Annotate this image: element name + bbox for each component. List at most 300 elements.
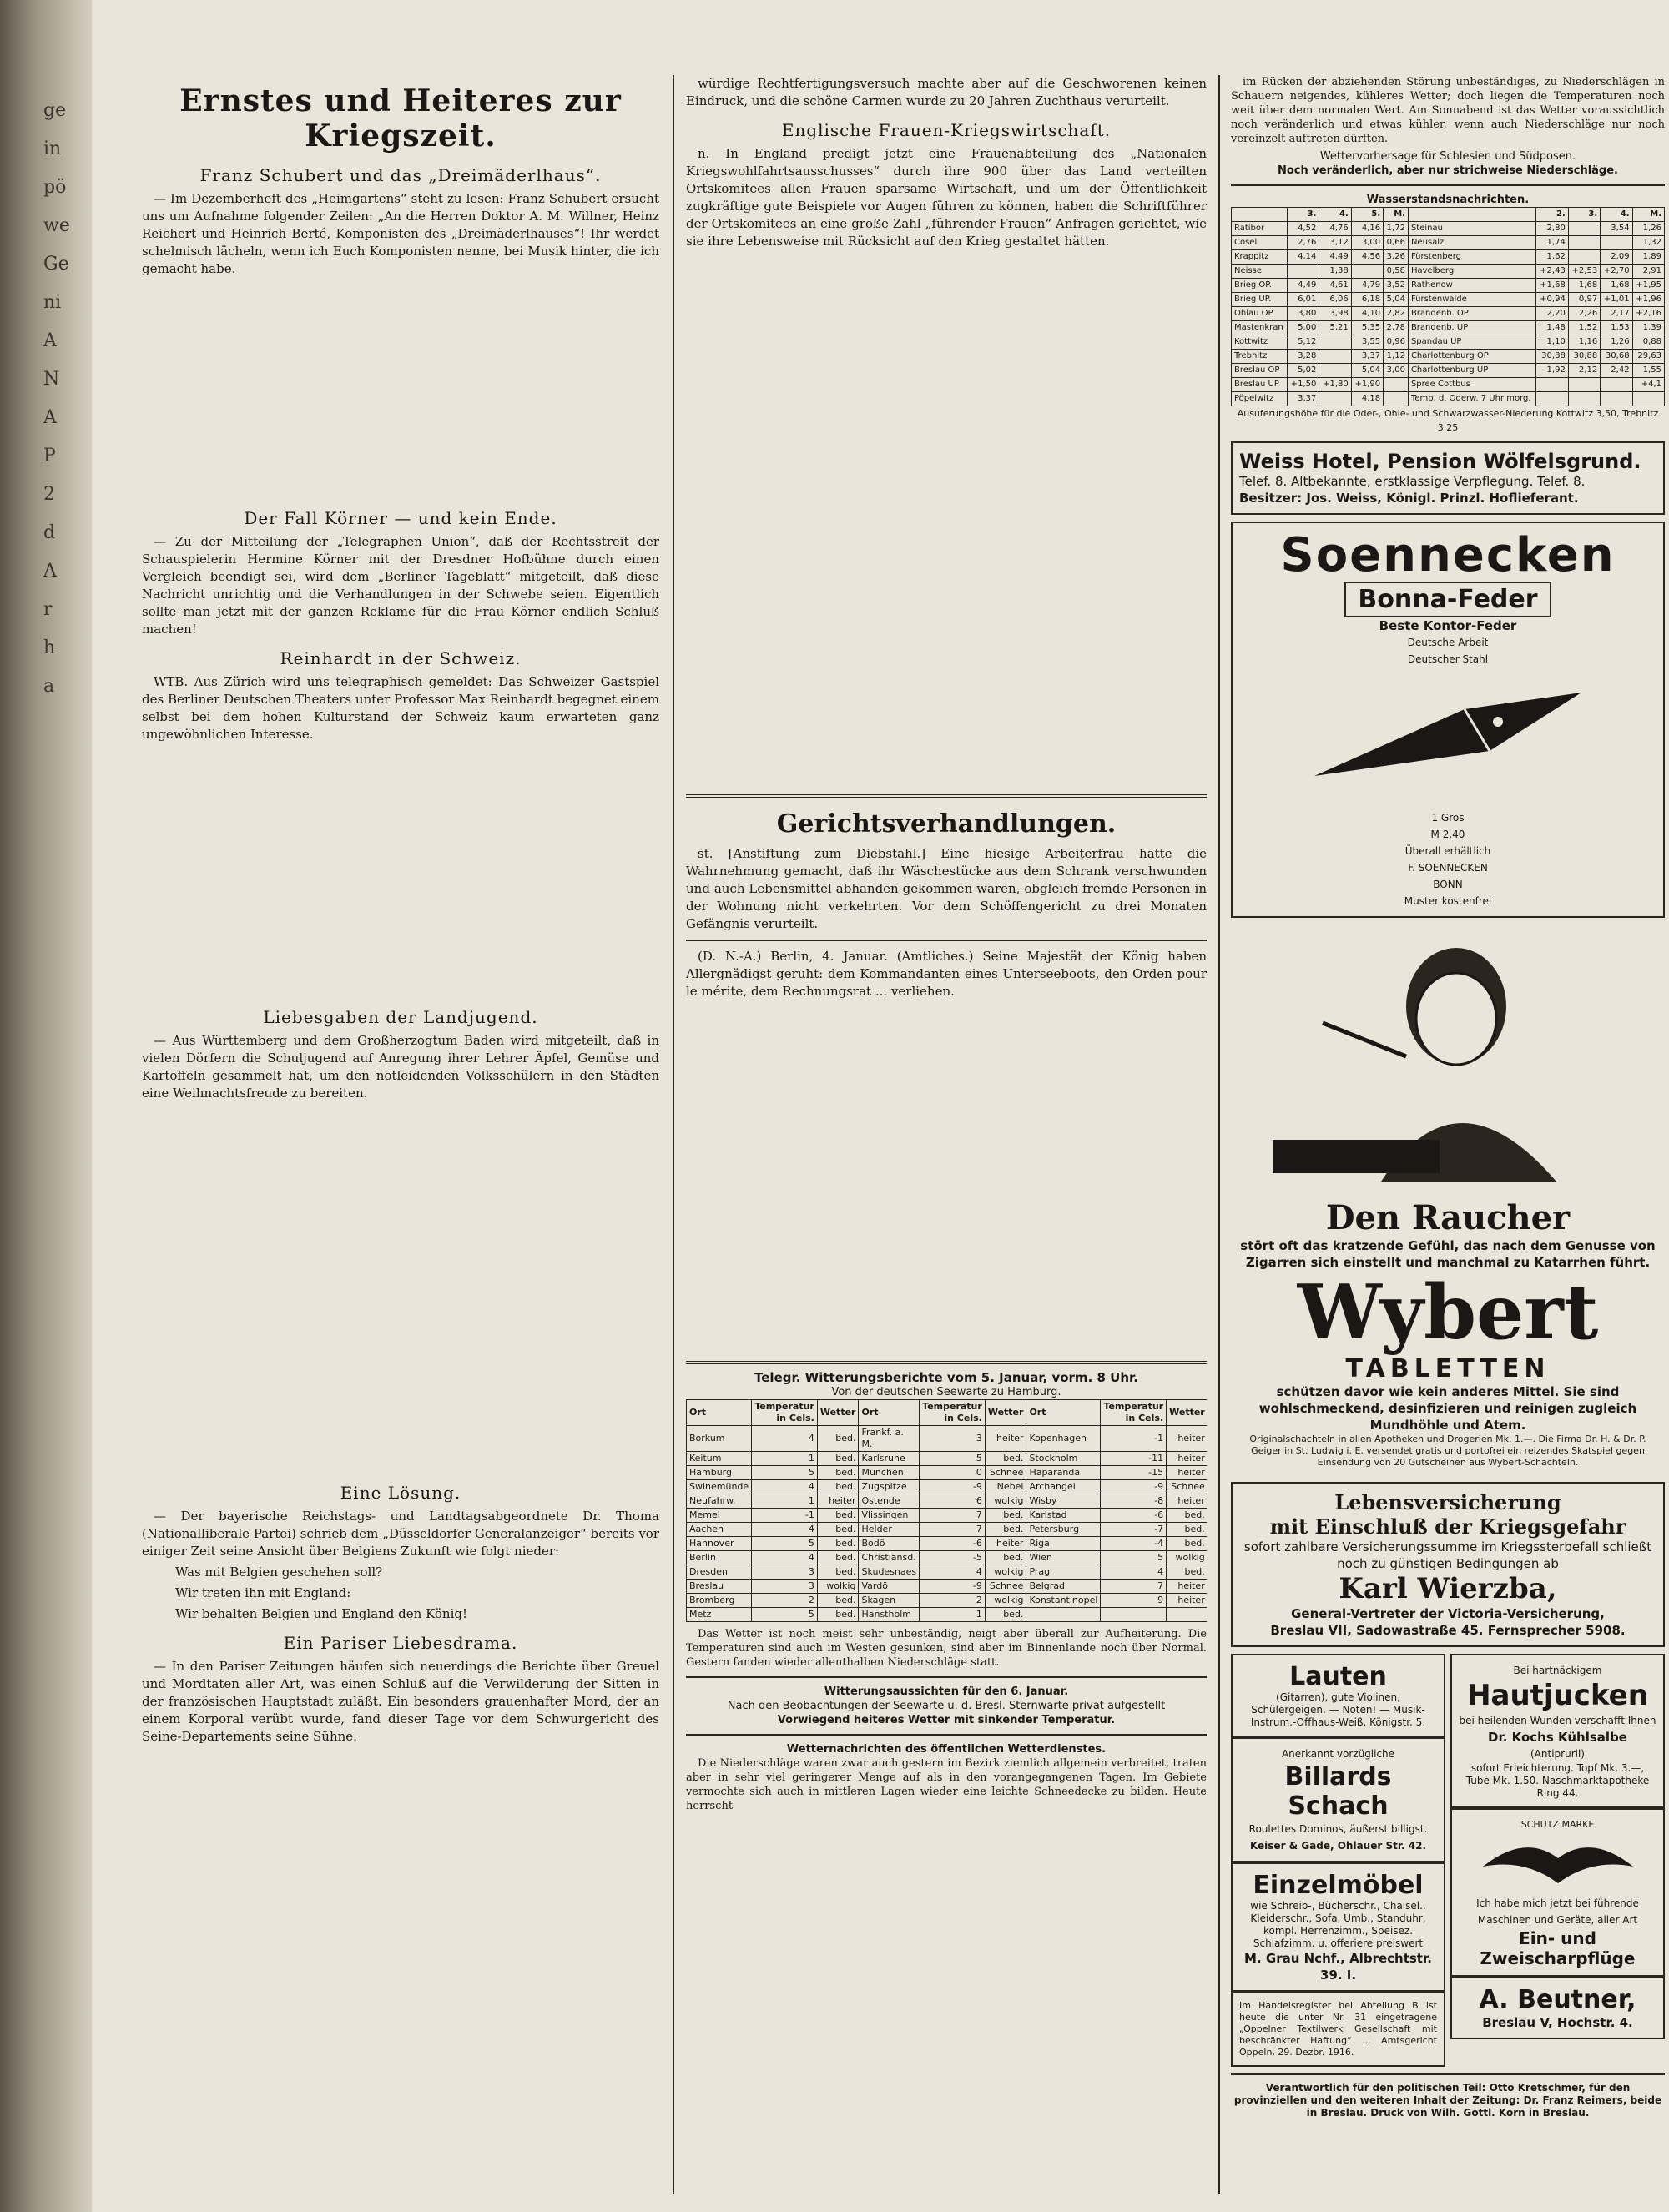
headline: Franz Schubert und das „Dreimäderlhaus“.: [199, 165, 602, 185]
table-cell: Schnee: [985, 1580, 1026, 1594]
table-cell: Konstantinopel: [1026, 1594, 1101, 1608]
table-cell: 6,01: [1288, 293, 1319, 307]
weather-table: Ort Temperatur in Cels. Wetter Ort Temperatur in Cels. Wetter Ort Temperatur in Cels. Wetter Borkum 4 bed. Frankf. a. M. 3 heiter Kopenhagen -1 heiter Keitum 1 bed. Karlsruhe 5 bed. Stockholm -11 heiter Hamburg 5 bed. München 0 Schnee Haparanda -15 heiter Swinemünde 4 bed. Zugspitze -9 Nebel Archangel -9 Schnee Neufahrw. 1 heiter Ostende 6 wolkig Wisby -8 heiter Memel -1 bed. Vlissingen 7 bed. Karlstad -6 bed. Aachen 4 bed. Helder 7 bed. Petersburg -7 bed. Hannover 5 bed. Bodö -6 heiter Riga -4 bed. Berlin 4 bed. Christiansd. -5 bed. Wien 5 wolkig Dresden 3 bed. Skudesnaes 4 wolkig Prag 4 bed. Breslau 3 wolkig Vardö -9 Schnee Belgrad 7 heiter Bromberg 2 bed. Skagen 2 wolkig Konstantinopel 9 heiter Metz 5 bed. Hanstholm 1 bed.: [686, 1399, 1207, 1622]
table-cell: 5,35: [1351, 321, 1383, 335]
table-cell: Temp. d. Oderw. 7 Uhr morg.: [1408, 392, 1536, 406]
table-row: [687, 1594, 1208, 1608]
table-cell: [1601, 392, 1632, 406]
table-cell: 3,00: [1384, 364, 1409, 378]
table-cell: -6: [1101, 1509, 1167, 1523]
table-cell: [1384, 392, 1409, 406]
table-cell: Stockholm: [1026, 1452, 1101, 1466]
table-row: [1232, 392, 1665, 406]
divider: [686, 1361, 1207, 1364]
table-cell: Fürstenwalde: [1408, 293, 1536, 307]
table-cell: 2,26: [1568, 307, 1600, 321]
headline: Liebesgaben der Landjugend.: [263, 1007, 538, 1027]
table-cell: [1568, 250, 1600, 265]
table-cell: bed.: [985, 1551, 1026, 1565]
table-cell: bed.: [1167, 1523, 1207, 1537]
ad-lebensversicherung: Lebensversicherung mit Einschluß der Kriegsgefahr sofort zahlbare Versicherungssumme im Kriegssterbefall schließt noch zu günstigen Bedingungen ab Karl Wierzba, General-Vertreter der Victoria-Versicherung, Breslau VII, Sadowastraße 45. Fernsprecher 5908.: [1231, 1482, 1665, 1647]
table-cell: 1,39: [1632, 321, 1664, 335]
table-cell: [1319, 392, 1351, 406]
weather-subtitle: Von der deutschen Seewarte zu Hamburg.: [831, 1386, 1061, 1398]
table-row: [1232, 293, 1665, 307]
table-cell: [1384, 378, 1409, 392]
table-cell: 7: [1101, 1580, 1167, 1594]
table-cell: 4,79: [1351, 279, 1383, 293]
table-cell: heiter: [1167, 1580, 1207, 1594]
table-cell: [1568, 222, 1600, 236]
table-cell: 1,48: [1536, 321, 1568, 335]
table-row: [687, 1466, 1208, 1480]
table-cell: Ohlau OP.: [1232, 307, 1288, 321]
table-cell: [1351, 265, 1383, 279]
table-cell: -9: [920, 1480, 986, 1494]
table-cell: 4,76: [1319, 222, 1351, 236]
table-cell: Mastenkran: [1232, 321, 1288, 335]
ad-billards: Anerkannt vorzügliche Billards Schach Roulettes Dominos, äußerst billigst. Keiser & Gade, Ohlauer Str. 42.: [1231, 1737, 1445, 1862]
ad-soennecken: Soennecken Bonna-Feder Beste Kontor-Feder Deutsche Arbeit Deutscher Stahl 1 Gros M 2.40 Überall erhältlich F. SOENNECKEN BONN Muster kostenfrei: [1231, 522, 1665, 918]
table-cell: heiter: [1167, 1426, 1207, 1452]
divider: [686, 1676, 1207, 1678]
table-row: [1232, 321, 1665, 335]
table-cell: -1: [752, 1509, 818, 1523]
table-cell: bed.: [817, 1551, 859, 1565]
table-cell: 5: [752, 1466, 818, 1480]
table-cell: 4,18: [1351, 392, 1383, 406]
table-row: [687, 1580, 1208, 1594]
table-cell: 4,10: [1351, 307, 1383, 321]
headline: Gerichtsverhandlungen.: [776, 809, 1117, 839]
table-cell: Petersburg: [1026, 1523, 1101, 1537]
table-cell: heiter: [1167, 1594, 1207, 1608]
table-cell: -1: [1101, 1426, 1167, 1452]
table-cell: 3,98: [1319, 307, 1351, 321]
table-cell: 0,96: [1384, 335, 1409, 350]
table-cell: 3,28: [1288, 350, 1319, 364]
table-cell: 7: [920, 1509, 986, 1523]
ad-weiss-hotel: Weiss Hotel, Pension Wölfelsgrund. Telef. 8. Altbekannte, erstklassige Verpflegung. Telef. 8. Besitzer: Jos. Weiss, Königl. Prinzl. Hoflieferant.: [1231, 441, 1665, 515]
article-text: — Im Dezemberheft des „Heimgartens“ steht zu lesen: Franz Schubert ersucht uns um Aufnahme folgender Zeilen: „An die Herren Doktor A. M. Willner, Heinz Reichert und Heinrich Berté, Komponisten des „Dreimäderlhauses“! Ihr werdet schelmisch lächeln, wenn ich Euch Komponisten nenne, bei Musik hinter, die ich gemacht habe.: [142, 191, 659, 276]
table-cell: Brandenb. UP: [1408, 321, 1536, 335]
section-title: Ernstes und Heiteres zur Kriegszeit.: [179, 83, 622, 154]
table-row: [1232, 236, 1665, 250]
table-cell: 3,00: [1351, 236, 1383, 250]
table-cell: [1319, 335, 1351, 350]
table-cell: bed.: [817, 1509, 859, 1523]
table-cell: 3,12: [1319, 236, 1351, 250]
divider: [1231, 2073, 1665, 2075]
article-text-continued: [142, 281, 659, 498]
ad-pflug: SCHUTZ MARKE Ich habe mich jetzt bei führende Maschinen und Geräte, aller Art Ein- und Zweischarpflüge: [1450, 1808, 1665, 1977]
table-cell: 4,61: [1319, 279, 1351, 293]
table-cell: 3: [920, 1426, 986, 1452]
article-text: st. [Anstiftung zum Diebstahl.] Eine hiesige Arbeiterfrau hatte die Wahrnehmung gemacht, daß ihr Wäschestücke aus dem Schrank verschwunden und auch Lebensmittel abhanden gekommen waren, obgleich fremde Personen in der Wohnung nicht verkehrten. Vor dem Schöffengericht zu drei Monaten Gefängnis verurteilt.: [686, 846, 1207, 931]
table-cell: Pöpelwitz: [1232, 392, 1288, 406]
table-row: [687, 1426, 1208, 1452]
table-cell: bed.: [817, 1426, 859, 1452]
table-cell: 6: [920, 1494, 986, 1509]
table-cell: +1,50: [1288, 378, 1319, 392]
table-cell: 4: [1101, 1565, 1167, 1580]
quote-line: Was mit Belgien geschehen soll?: [175, 1565, 383, 1580]
water-level-title: Wasserstandsnachrichten.: [1366, 194, 1530, 206]
table-cell: heiter: [1167, 1466, 1207, 1480]
table-cell: [1319, 350, 1351, 364]
table-cell: Trebnitz: [1232, 350, 1288, 364]
table-cell: 2,42: [1601, 364, 1632, 378]
table-cell: 2,91: [1632, 265, 1664, 279]
table-cell: Nebel: [985, 1480, 1026, 1494]
table-cell: 1,72: [1384, 222, 1409, 236]
table-cell: 0,88: [1632, 335, 1664, 350]
table-cell: Charlottenburg UP: [1408, 364, 1536, 378]
table-cell: [1601, 236, 1632, 250]
table-cell: 5,04: [1384, 293, 1409, 307]
table-cell: 1,26: [1632, 222, 1664, 236]
table-row: [687, 1480, 1208, 1494]
table-cell: [1536, 378, 1568, 392]
table-cell: 5,12: [1288, 335, 1319, 350]
table-cell: 1: [752, 1452, 818, 1466]
ad-handelsregister: Im Handelsregister bei Abteilung B ist heute die unter Nr. 31 eingetragene „Oppelner Textilwerk Gesellschaft mit beschränkter Haftung“ ... Amtsgericht Oppeln, 29. Dezbr. 1916.: [1231, 1992, 1445, 2067]
quote-line: Wir treten ihn mit England:: [175, 1585, 351, 1600]
headline: Eine Lösung.: [340, 1483, 461, 1503]
table-cell: 3: [752, 1580, 818, 1594]
table-cell: bed.: [1167, 1565, 1207, 1580]
table-cell: 2,09: [1601, 250, 1632, 265]
table-cell: Keitum: [687, 1452, 752, 1466]
book-spine: [0, 0, 92, 2212]
table-cell: Christiansd.: [859, 1551, 920, 1565]
table-row: [687, 1608, 1208, 1622]
table-cell: 1,55: [1632, 364, 1664, 378]
table-cell: 5: [920, 1452, 986, 1466]
table-cell: 6,06: [1319, 293, 1351, 307]
weather-title: Telegr. Witterungsberichte vom 5. Januar, vorm. 8 Uhr.: [754, 1370, 1138, 1385]
table-cell: 3,80: [1288, 307, 1319, 321]
table-cell: 9: [1101, 1594, 1167, 1608]
table-cell: [1568, 392, 1600, 406]
table-cell: 1,16: [1568, 335, 1600, 350]
table-cell: [1568, 378, 1600, 392]
article-text-continued: [142, 1106, 659, 1473]
table-cell: -11: [1101, 1452, 1167, 1466]
table-cell: 4: [752, 1551, 818, 1565]
table-cell: 4,16: [1351, 222, 1383, 236]
table-row: [1232, 378, 1665, 392]
table-cell: +1,80: [1319, 378, 1351, 392]
table-cell: Memel: [687, 1509, 752, 1523]
article-text: WTB. Aus Zürich wird uns telegraphisch gemeldet: Das Schweizer Gastspiel des Berliner Deutschen Theaters unter Professor Max Reinhardt begegnet einem selbst bei dem hohen Kulturstand der Schweiz kaum erwarteten ganz ungewöhnlichen Interesse.: [142, 674, 659, 742]
table-row: [687, 1452, 1208, 1466]
table-cell: 2,20: [1536, 307, 1568, 321]
ad-hautjucken: Bei hartnäckigem Hautjucken bei heilenden Wunden verschafft Ihnen Dr. Kochs Kühlsalbe (Antipruril) sofort Erleichterung. Topf Mk. 3.—, Tube Mk. 1.50. Naschmarktapotheke Ring 44.: [1450, 1654, 1665, 1808]
table-cell: bed.: [1167, 1537, 1207, 1551]
table-cell: 4: [752, 1426, 818, 1452]
table-cell: 2: [752, 1594, 818, 1608]
table-cell: Vlissingen: [859, 1509, 920, 1523]
table-cell: 7: [920, 1523, 986, 1537]
table-cell: 30,88: [1568, 350, 1600, 364]
table-cell: bed.: [817, 1523, 859, 1537]
table-cell: -9: [920, 1580, 986, 1594]
ad-beutner: A. Beutner, Breslau V, Hochstr. 4.: [1450, 1977, 1665, 2039]
table-cell: Charlottenburg OP: [1408, 350, 1536, 364]
table-row: [687, 1494, 1208, 1509]
table-cell: bed.: [985, 1523, 1026, 1537]
table-cell: Ostende: [859, 1494, 920, 1509]
table-cell: 4,14: [1288, 250, 1319, 265]
table-cell: bed.: [817, 1537, 859, 1551]
headline: Englische Frauen-Kriegswirtschaft.: [781, 120, 1112, 140]
forecast-text: Vorwiegend heiteres Wetter mit sinkender Temperatur.: [777, 1714, 1116, 1726]
table-row: [687, 1509, 1208, 1523]
forecast-title: Wettervorhersage für Schlesien und Südposen.: [1319, 150, 1576, 163]
table-cell: 1,68: [1568, 279, 1600, 293]
table-cell: 29,63: [1632, 350, 1664, 364]
table-cell: Wien: [1026, 1551, 1101, 1565]
divider: [686, 1734, 1207, 1736]
pen-nib-icon: [1298, 676, 1598, 801]
table-row: [687, 1523, 1208, 1537]
table-cell: 5: [752, 1608, 818, 1622]
table-cell: Havelberg: [1408, 265, 1536, 279]
table-row: [1232, 364, 1665, 378]
headline: Der Fall Körner — und kein Ende.: [244, 508, 557, 528]
table-cell: +4,1: [1632, 378, 1664, 392]
table-cell: -15: [1101, 1466, 1167, 1480]
table-cell: bed.: [817, 1594, 859, 1608]
table-cell: Karlsruhe: [859, 1452, 920, 1466]
table-row: [687, 1565, 1208, 1580]
table-row: [1232, 265, 1665, 279]
article-text-continued: [686, 1004, 1207, 1354]
table-row: [1232, 335, 1665, 350]
table-cell: Riga: [1026, 1537, 1101, 1551]
column-right: [1231, 75, 1665, 2194]
table-cell: [1319, 364, 1351, 378]
table-cell: Berlin: [687, 1551, 752, 1565]
table-cell: bed.: [817, 1565, 859, 1580]
table-cell: Helder: [859, 1523, 920, 1537]
weather-note: Das Wetter ist noch meist sehr unbeständig, neigt aber überall zur Aufheiterung. Die Temperaturen sind auch im Westen gesunken, sind aber im Binnenlande noch über Normal. Gestern fanden wieder allenthalben Niederschläge statt.: [686, 1628, 1207, 1669]
table-cell: Karlstad: [1026, 1509, 1101, 1523]
table-cell: 0,66: [1384, 236, 1409, 250]
impressum: Verantwortlich für den politischen Teil: Otto Kretschmer, für den provinziellen und den weiteren Inhalt der Zeitung: Dr. Franz Reimers, beide in Breslau. Druck von Wilh. Gottl. Korn in Breslau.: [1233, 2082, 1662, 2119]
table-cell: [1026, 1608, 1101, 1622]
weather-news-text: Die Niederschläge waren zwar auch gestern im Bezirk ziemlich allgemein verbreitet, traten aber in sehr viel geringerer Menge auf als in den vorangegangenen Tagen. Im Gebiete vermochte sich auch in mittleren Lagen wieder eine leichte Schneedecke zu bilden. Heute herrscht: [686, 1757, 1207, 1812]
table-cell: Breslau UP: [1232, 378, 1288, 392]
table-cell: bed.: [817, 1466, 859, 1480]
table-cell: bed.: [817, 1452, 859, 1466]
article-text-continued: [142, 747, 659, 997]
table-cell: Hanstholm: [859, 1608, 920, 1622]
article-text: n. In England predigt jetzt eine Frauenabteilung des „Nationalen Kriegswohlfahrtsausschusses“ durch ihre 900 über das Land verteilten Ortskomitees allen Frauen sparsame Wirtschaft, und um der Öffentlichkeit zugkräftige gute Beispiele vor Augen führen zu können, haben die Schriftführer der Ortskomitees an eine große Zahl „führender Frauen“ Anfragen gerichtet, wie sie ihre Lebensweise mit Rücksicht auf den Krieg gestaltet hätten.: [686, 146, 1207, 249]
table-cell: 2,78: [1384, 321, 1409, 335]
table-cell: -9: [1101, 1480, 1167, 1494]
table-cell: -6: [920, 1537, 986, 1551]
table-cell: 2,82: [1384, 307, 1409, 321]
table-cell: 4,49: [1288, 279, 1319, 293]
table-cell: 1,10: [1536, 335, 1568, 350]
table-cell: 1,52: [1568, 321, 1600, 335]
table-cell: 3,26: [1384, 250, 1409, 265]
table-row: [1232, 250, 1665, 265]
table-cell: Cosel: [1232, 236, 1288, 250]
table-cell: 1,74: [1536, 236, 1568, 250]
table-cell: 3: [752, 1565, 818, 1580]
table-cell: [1101, 1608, 1167, 1622]
column-left: [142, 75, 659, 2194]
table-row: [1232, 222, 1665, 236]
smoking-man-illustration: [1239, 940, 1656, 1190]
table-cell: 1,26: [1601, 335, 1632, 350]
table-cell: +2,70: [1601, 265, 1632, 279]
table-cell: heiter: [985, 1426, 1026, 1452]
table-cell: 6,18: [1351, 293, 1383, 307]
spine-letters: ge in pö we Ge ni A N A P 2 d A r h a: [43, 100, 70, 697]
table-cell: Kottwitz: [1232, 335, 1288, 350]
table-cell: Ratibor: [1232, 222, 1288, 236]
table-cell: Spandau UP: [1408, 335, 1536, 350]
table-row: [1232, 350, 1665, 364]
table-cell: 3,55: [1351, 335, 1383, 350]
table-cell: 1,68: [1601, 279, 1632, 293]
table-cell: 0,58: [1384, 265, 1409, 279]
ads-right: [1450, 1654, 1665, 2067]
table-cell: 3,37: [1351, 350, 1383, 364]
column-rule: [673, 75, 674, 2194]
table-cell: 2,76: [1288, 236, 1319, 250]
table-cell: 4: [752, 1523, 818, 1537]
ad-einzelmoebel: Einzelmöbel wie Schreib-, Bücherschr., Chaisel., Kleiderschr., Sofa, Umb., Standuhr, kompl. Herrenzimm., Speisez. Schlafzimm. u. offeriere preiswert M. Grau Nchf., Albrechtstr. 39. I.: [1231, 1862, 1445, 1992]
table-row: [687, 1537, 1208, 1551]
table-cell: 1,38: [1319, 265, 1351, 279]
table-cell: München: [859, 1466, 920, 1480]
table-cell: bed.: [817, 1608, 859, 1622]
table-cell: heiter: [1167, 1452, 1207, 1466]
table-cell: 2,12: [1568, 364, 1600, 378]
table-row: [687, 1551, 1208, 1565]
table-cell: 1,32: [1632, 236, 1664, 250]
table-cell: -8: [1101, 1494, 1167, 1509]
table-cell: 1,92: [1536, 364, 1568, 378]
water-level-note: Ausuferungshöhe für die Oder-, Ohle- und Schwarzwasser-Niederung Kottwitz 3,50, Trebnitz 3,25: [1237, 408, 1659, 433]
table-cell: heiter: [985, 1537, 1026, 1551]
table-cell: 1,89: [1632, 250, 1664, 265]
weather-continued: im Rücken der abziehenden Störung unbeständiges, zu Niederschlägen in Schauern neigendes, kühleres Wetter; doch liegen die Temperaturen noch weit über dem normalen Wert. Am Sonnabend ist das Wetter voraussichtlich noch veränderlich und etwas kühler, wenn auch Niederschläge nur noch vereinzelt auftreten dürften.: [1231, 76, 1665, 145]
article-text-continued: [686, 254, 1207, 788]
table-cell: Vardö: [859, 1580, 920, 1594]
trademark-eagle-icon: SCHUTZ MARKE: [1520, 1819, 1595, 1830]
table-cell: 1,53: [1601, 321, 1632, 335]
ads-left: [1231, 1654, 1445, 2067]
table-cell: 3,52: [1384, 279, 1409, 293]
table-cell: wolkig: [1167, 1551, 1207, 1565]
weather-news-title: Wetternachrichten des öffentlichen Wetterdienstes.: [786, 1743, 1107, 1756]
table-cell: [1167, 1608, 1207, 1622]
table-cell: 1,62: [1536, 250, 1568, 265]
table-cell: 5,00: [1288, 321, 1319, 335]
table-cell: Prag: [1026, 1565, 1101, 1580]
table-cell: Brieg OP.: [1232, 279, 1288, 293]
table-cell: Breslau OP: [1232, 364, 1288, 378]
table-cell: Krappitz: [1232, 250, 1288, 265]
newspaper-page: [92, 0, 1669, 2212]
table-cell: +1,90: [1351, 378, 1383, 392]
table-cell: Wisby: [1026, 1494, 1101, 1509]
table-cell: Skudesnaes: [859, 1565, 920, 1580]
table-cell: +0,94: [1536, 293, 1568, 307]
table-cell: 3,54: [1601, 222, 1632, 236]
table-cell: Bromberg: [687, 1594, 752, 1608]
table-cell: 4: [752, 1480, 818, 1494]
water-level-table: 3. 4. 5. M. 2. 3. 4. M. Ratibor 4,52 4,76 4,16 1,72 Steinau 2,80 3,54 1,26 Cosel 2,76 3,12 3,00 0,66 Neusalz 1,74 1,32 Krappitz 4,14 4,49 4,56 3,26 Fürstenberg 1,62 2,09 1,89 Neisse 1,38 0,58 Havelberg +2,43 +2,53 +2,70 2,91 Brieg OP. 4,49 4,61 4,79 3,52 Rathenow +1,68 1,68 1,68 +1,95 Brieg UP. 6,01 6,06 6,18 5,04 Fürstenwalde +0,94 0,97 +1,01 +1,96 Ohlau OP. 3,80 3,98 4,10 2,82 Brandenb. OP 2,20 2,26 2,17 +2,16 Mastenkran 5,00 5,21 5,35 2,78 Brandenb. UP 1,48 1,52 1,53 1,39 Kottwitz 5,12 3,55 0,96 Spandau UP 1,10 1,16 1,26 0,88 Trebnitz 3,28 3,37 1,12 Charlottenburg OP 30,88 30,88 30,68 29,63 Breslau OP 5,02 5,04 3,00 Charlottenburg UP 1,92 2,12 2,42 1,55 Breslau UP +1,50 +1,80 +1,90 Spree Cottbus +4,1 Pöpelwitz 3,37 4,18 Temp. d. Oderw. 7 Uhr morg.: [1231, 207, 1665, 406]
table-row: [1232, 279, 1665, 293]
table-cell: +2,43: [1536, 265, 1568, 279]
table-cell: Steinau: [1408, 222, 1536, 236]
table-cell: +1,01: [1601, 293, 1632, 307]
table-cell: Fürstenberg: [1408, 250, 1536, 265]
table-cell: Hannover: [687, 1537, 752, 1551]
table-cell: Schnee: [985, 1466, 1026, 1480]
table-cell: 4,49: [1319, 250, 1351, 265]
table-cell: Belgrad: [1026, 1580, 1101, 1594]
table-cell: +1,95: [1632, 279, 1664, 293]
table-cell: Swinemünde: [687, 1480, 752, 1494]
forecast-subtitle: Nach den Beobachtungen der Seewarte u. d. Bresl. Sternwarte privat aufgestellt: [727, 1700, 1166, 1712]
table-cell: Borkum: [687, 1426, 752, 1452]
table-cell: 1,12: [1384, 350, 1409, 364]
table-cell: 5: [1101, 1551, 1167, 1565]
table-cell: Neufahrw.: [687, 1494, 752, 1509]
table-cell: Aachen: [687, 1523, 752, 1537]
divider: [1231, 184, 1665, 186]
article-text: (D. N.-A.) Berlin, 4. Januar. (Amtliches.) Seine Majestät der König haben Allergnädigst geruht: dem Kommandanten eines Unterseeboots, den Orden pour le mérite, dem Rechnungsrat ... verliehen.: [686, 949, 1207, 999]
table-cell: 0,97: [1568, 293, 1600, 307]
table-cell: 5,04: [1351, 364, 1383, 378]
table-cell: wolkig: [985, 1565, 1026, 1580]
table-cell: bed.: [985, 1608, 1026, 1622]
table-cell: wolkig: [817, 1580, 859, 1594]
table-row: [1232, 307, 1665, 321]
table-cell: +2,53: [1568, 265, 1600, 279]
table-cell: 4,56: [1351, 250, 1383, 265]
table-cell: [1568, 236, 1600, 250]
table-cell: -7: [1101, 1523, 1167, 1537]
headline: Ein Pariser Liebesdrama.: [283, 1633, 518, 1653]
forecast-title: Witterungsaussichten für den 6. Januar.: [824, 1685, 1069, 1698]
table-cell: Kopenhagen: [1026, 1426, 1101, 1452]
table-cell: Metz: [687, 1608, 752, 1622]
table-cell: 1: [920, 1608, 986, 1622]
table-cell: bed.: [1167, 1509, 1207, 1523]
table-cell: Dresden: [687, 1565, 752, 1580]
table-cell: [1288, 265, 1319, 279]
table-cell: 4: [920, 1565, 986, 1580]
table-cell: 1: [752, 1494, 818, 1509]
table-cell: 0: [920, 1466, 986, 1480]
table-cell: bed.: [817, 1480, 859, 1494]
table-cell: Skagen: [859, 1594, 920, 1608]
table-cell: +1,96: [1632, 293, 1664, 307]
article-text: würdige Rechtfertigungsversuch machte aber auf die Geschworenen keinen Eindruck, und die schöne Carmen wurde zu 20 Jahren Zuchthaus verurteilt.: [686, 76, 1207, 108]
table-cell: Archangel: [1026, 1480, 1101, 1494]
ad-wybert: Den Raucher stört oft das kratzende Gefühl, das nach dem Genusse von Zigarren sich einstellt und manchmal zu Katarrhen führt. Wybert TABLETTEN schützen davor wie kein anderes Mittel. Sie sind wohlschmeckend, desinfizieren und reinigen zugleich Mundhöhle und Atem. Originalschachteln in allen Apotheken und Drogerien Mk. 1.—. Die Firma Dr. H. & Dr. P. Geiger in St. Ludwig i. E. versendet gratis und portofrei ein reizendes Skatspiel gegen Einsendung von 20 Gutscheinen aus Wybert-Schachteln.: [1231, 925, 1665, 1475]
table-cell: Brandenb. OP: [1408, 307, 1536, 321]
